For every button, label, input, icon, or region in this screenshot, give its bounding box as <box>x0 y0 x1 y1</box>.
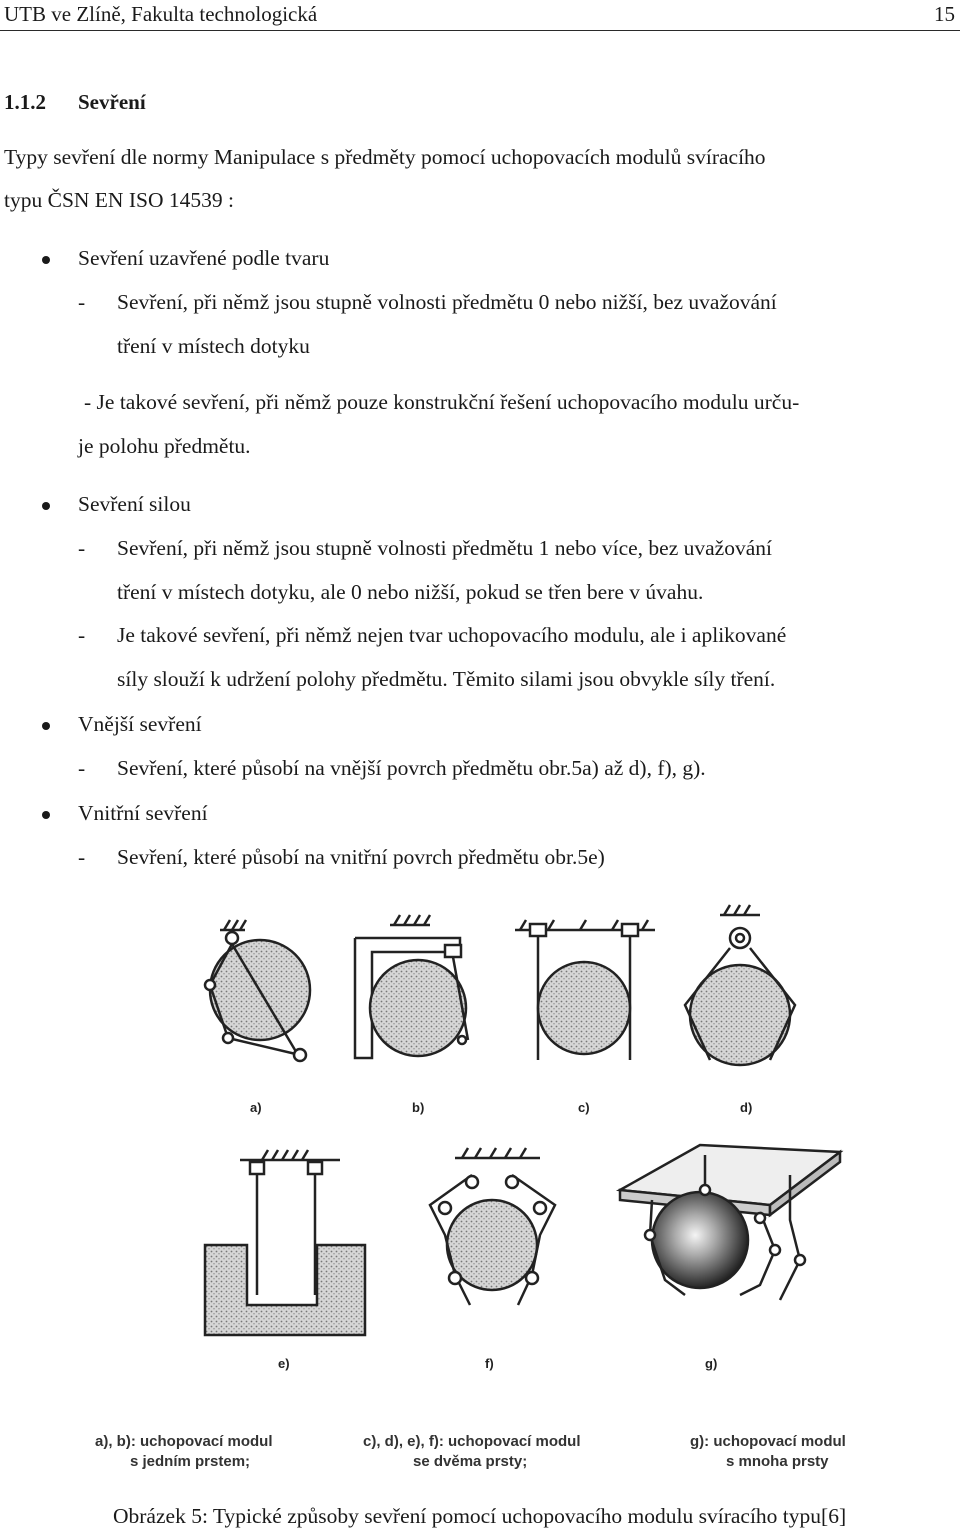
legend-multi-finger-2: s mnoha prsty <box>726 1453 829 1470</box>
legend-two-finger-1: c), d), e), f): uchopovací modul <box>363 1433 581 1450</box>
bullet-title-force-closure: Sevření silou <box>78 492 191 516</box>
gripper-diagram-g <box>620 1145 840 1300</box>
gripper-diagram-b <box>355 915 468 1058</box>
text-line: - Je takové sevření, při němž pouze konstrukční řešení uchopovacího modulu urču- <box>84 390 800 414</box>
gripper-diagram-c <box>515 920 655 1060</box>
text-line: Sevření, při němž jsou stupně volnosti předmětu 0 nebo nižší, bez uvažování <box>117 290 777 314</box>
bullet-title-internal: Vnitřní sevření <box>78 801 208 825</box>
text-line: Sevření, při němž jsou stupně volnosti předmětu 1 nebo více, bez uvažování <box>117 536 772 560</box>
bullet-dot <box>42 811 50 819</box>
dash: - <box>78 623 86 647</box>
section-title: Sevření <box>78 90 146 114</box>
subfigure-label-g: g) <box>705 1356 718 1371</box>
subfigure-label-e: e) <box>278 1356 290 1371</box>
bullet-title-external: Vnější sevření <box>78 712 202 736</box>
dash: - <box>78 536 86 560</box>
intro-line-2: typu ČSN EN ISO 14539 : <box>4 188 234 212</box>
bullet-dot <box>42 502 50 510</box>
text-line: je polohu předmětu. <box>78 434 251 458</box>
intro-line-1: Typy sevření dle normy Manipulace s předměty pomocí uchopovacích modulů svíracího <box>4 145 766 169</box>
gripper-figure <box>0 890 960 1490</box>
section-number: 1.1.2 <box>4 90 46 114</box>
subfigure-label-c: c) <box>578 1100 590 1115</box>
bullet-dot <box>42 722 50 730</box>
text-line: tření v místech dotyku <box>117 334 310 358</box>
dash: - <box>78 756 86 780</box>
subfigure-label-d: d) <box>740 1100 753 1115</box>
subfigure-label-a: a) <box>250 1100 262 1115</box>
bullet-title-form-closure: Sevření uzavřené podle tvaru <box>78 246 330 270</box>
figure-caption: Obrázek 5: Typické způsoby sevření pomocí uchopovacího modulu svíracího typu[6] <box>113 1504 847 1528</box>
gripper-diagram-a <box>205 920 310 1061</box>
legend-single-finger-1: a), b): uchopovací modul <box>95 1433 273 1450</box>
gripper-diagram-f <box>430 1148 555 1305</box>
text-line: Sevření, které působí na vnější povrch předmětu obr.5a) až d), f), g). <box>117 756 706 780</box>
text-line: Je takové sevření, při němž nejen tvar uchopovacího modulu, ale i aplikované <box>117 623 787 647</box>
legend-two-finger-2: se dvěma prsty; <box>413 1453 528 1470</box>
gripper-diagram-d <box>685 905 795 1065</box>
page-number: 15 <box>934 2 955 26</box>
gripper-diagram-e <box>205 1150 365 1335</box>
legend-single-finger-2: s jedním prstem; <box>130 1453 251 1470</box>
text-line: tření v místech dotyku, ale 0 nebo nižší, pokud se třen bere v úvahu. <box>117 580 704 604</box>
legend-multi-finger-1: g): uchopovací modul <box>690 1433 846 1450</box>
subfigure-label-b: b) <box>412 1100 425 1115</box>
dash: - <box>78 290 86 314</box>
header-rule <box>0 30 960 31</box>
bullet-dot <box>42 256 50 264</box>
running-header: UTB ve Zlíně, Fakulta technologická <box>4 2 318 26</box>
text-line: Sevření, které působí na vnitřní povrch předmětu obr.5e) <box>117 845 605 869</box>
text-line: síly slouží k udržení polohy předmětu. Těmito silami jsou obvykle síly tření. <box>117 667 776 691</box>
subfigure-label-f: f) <box>485 1356 494 1371</box>
dash: - <box>78 845 86 869</box>
